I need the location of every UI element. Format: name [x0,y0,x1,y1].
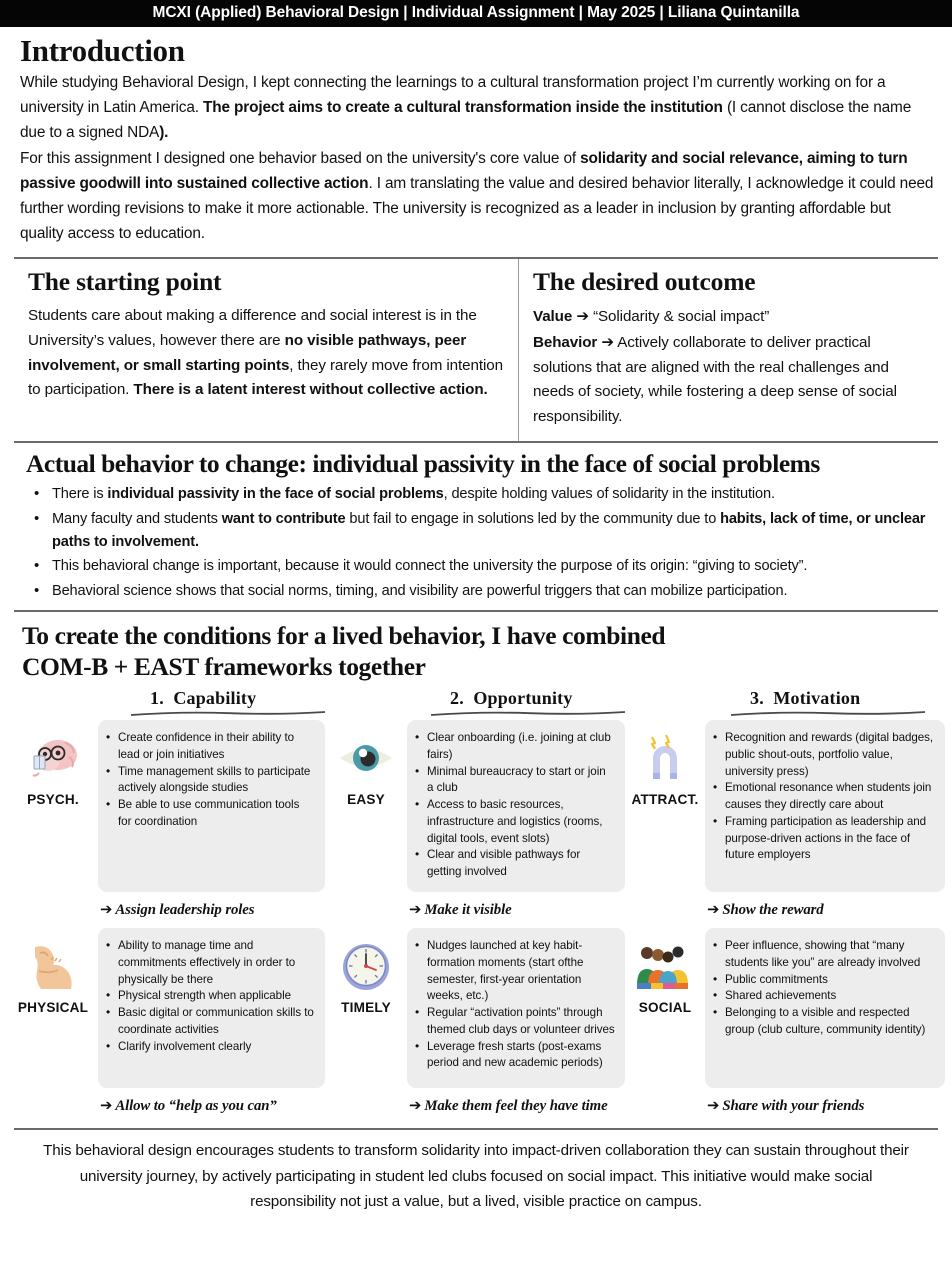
desired-outcome-behavior-line [533,330,924,430]
list-item: • Nudges launched at key habit-formation moments (start ofthe semester, first-year orientation weeks, etc.) [413,938,615,1005]
framework-cell-social-list [711,938,935,1038]
sp-part-c: , they rarely move from intention to participation. [28,356,503,399]
bullet-0-a: There is [52,486,108,503]
list-item: • Clarify involvement clearly [104,1039,315,1056]
column-header-opportunity [420,688,720,717]
list-item: • Emotional resonance when students join causes they directly care about [711,780,935,813]
framework-cell-easy-label: EASY [347,792,385,808]
behavior-text: Actively collaborate to deliver practical solutions that are aligned with the real challenges and needs of society, while fostering a deep sense of social responsibility. [533,333,897,425]
eye-icon [325,732,407,784]
flexed-bicep-icon [8,940,98,992]
framework-cell-timely [325,928,625,1088]
sp-part-a: Students care about making a difference and social interest is in the University’s values, however there are [28,307,477,349]
starting-point-heading: The starting point [28,266,222,296]
frameworks-column-headers [8,688,944,717]
framework-action-psych [100,892,325,928]
document-body [0,34,952,1214]
action-arrow-icon: ➔ [707,1097,720,1115]
column-underline-swoosh-icon [730,710,926,717]
intro-p1-bold: The project aims to create a cultural transformation inside the institution [202,99,723,117]
framework-action-attract-label: Show the reward [722,902,824,919]
behavior-to-change-list [30,483,930,603]
framework-action-social [707,1088,945,1124]
col-label-3: Motivation [773,688,861,709]
list-item: • Recognition and rewards (digital badges, public shout-outs, portfolio value, university press) [711,730,935,780]
framework-action-timely [409,1088,625,1124]
behavior-label: Behavior [533,333,598,351]
people-hugging-icon [625,940,705,992]
framework-cell-physical-list [104,938,315,1055]
sp-bold-2: There is a latent interest without collective action. [133,381,488,399]
clock-icon [325,940,407,992]
introduction-text [20,71,934,247]
framework-cell-physical-label: PHYSICAL [17,1000,89,1016]
starting-point-text [28,304,504,403]
list-item [30,508,930,555]
desired-outcome-heading: The desired outcome [533,266,756,296]
list-item [30,483,930,506]
col-num-1: 1. [150,688,164,709]
framework-action-easy-label: Make it visible [424,902,512,919]
framework-cell-social [625,928,945,1088]
intro-p1-part-c: (I cannot disclose the name due to a signed NDA [20,99,912,142]
framework-cell-attract-iconcol [625,720,705,807]
framework-cell-easy [325,720,625,892]
list-item: • Be able to use communication tools for coordination [104,797,315,830]
bullet-1-d: habits, lack of time, or unclear paths to involvement. [52,510,926,551]
framework-action-attract [707,892,945,928]
framework-cell-easy-box [407,720,625,892]
footer-divider [14,1128,938,1130]
column-header-motivation [720,688,952,717]
framework-cell-attract-list [711,730,935,864]
action-arrow-icon: ➔ [100,1097,113,1115]
framework-action-timely-label: Make them feel they have time [424,1098,608,1115]
bullet-3-a: Behavioral science shows that social norms, timing, and visibility are powerful triggers that can mobilize participation. [52,582,788,599]
framework-cell-physical-box [98,928,325,1088]
column-underline-swoosh-icon [430,710,626,717]
bullet-1-c: but fail to engage in solutions led by the community due to [345,510,721,527]
column-header-capability-label [120,688,256,709]
column-underline-swoosh-icon [130,710,326,717]
magnet-icon [625,732,705,784]
frameworks-heading-line-2: COM-B + EAST frameworks together [22,652,426,682]
list-item: • Access to basic resources, infrastructure and logistics (rooms, digital tools, event slots) [413,797,615,847]
framework-cell-psych-label: PSYCH. [27,792,79,808]
intro-p2-part-c: . I am translating the value and desired behavior literally, I acknowledge it could need further wording revisions to make it more actionable. The university is recognized as a leader in inclusion by granting affordable but quality access to education. [20,175,934,242]
col-label-2: Opportunity [473,688,573,709]
bullet-1-a: Many faculty and students [52,510,222,527]
framework-cell-attract-box [705,720,945,892]
list-item: • Physical strength when applicable [104,988,315,1005]
starting-point-desired-outcome-block [14,257,938,443]
frameworks-column-3 [625,720,945,1124]
list-item: • Peer influence, showing that “many students like you” are already involved [711,938,935,971]
list-item [30,580,930,603]
behavior-to-change-block [14,443,938,612]
col-label-1: Capability [173,688,257,709]
col-num-2: 2. [450,688,464,709]
framework-cell-easy-iconcol [325,720,407,807]
framework-cell-physical-iconcol [8,928,98,1015]
introduction-paragraph-2 [20,147,934,247]
framework-cell-psych [8,720,325,892]
column-header-motivation-label [720,688,860,709]
intro-p2-part-a: For this assignment I designed one behavior based on the university's core value of [20,150,581,168]
bullet-2-a: This behavioral change is important, because it would connect the university the purpose of its origin: “giving to society”. [52,558,808,575]
framework-cell-timely-box [407,928,625,1088]
list-item: • Clear and visible pathways for getting involved [413,847,615,880]
list-item: • Basic digital or communication skills to coordinate activities [104,1005,315,1038]
brain-icon [8,732,98,784]
list-item: • Regular “activation points” through themed club days or volunteer drives [413,1005,615,1038]
col-num-3: 3. [750,688,764,709]
behavior-arrow-icon: ➔ [601,332,614,351]
document-header-bar: MCXI (Applied) Behavioral Design | Individual Assignment | May 2025 | Liliana Quintanilla [0,0,952,27]
framework-cell-attract [625,720,945,892]
bullet-0-b: individual passivity in the face of social problems [107,486,444,503]
list-item [30,555,930,578]
footer-conclusion-text: This behavioral design encourages students to transform solidarity into impact-driven collaboration they can sustain throughout their university journey, by actively participating in student led clubs focused on social impact. This initiative would make social responsibility not just a value, but a lived, visible practice on campus. [43,1142,909,1210]
framework-cell-social-iconcol [625,928,705,1015]
desired-outcome-value-line [533,304,924,330]
action-arrow-icon: ➔ [707,901,720,919]
framework-cell-social-box [705,928,945,1088]
intro-p2-bold: solidarity and social relevance, aiming to turn passive goodwill into sustained collective action [20,150,908,193]
frameworks-heading [22,620,944,682]
framework-action-easy [409,892,625,928]
list-item: • Clear onboarding (i.e. joining at club fairs) [413,730,615,763]
list-item: • Ability to manage time and commitments effectively in order to physically be there [104,938,315,988]
value-label: Value [533,308,573,326]
list-item: • Minimal bureaucracy to start or join a club [413,764,615,797]
intro-p1-part-a: While studying Behavioral Design, I kept connecting the learnings to a cultural transformation project I’m currently working on for a university in Latin America. [20,74,886,117]
intro-p1-part-d: ). [159,124,169,142]
starting-point-column [14,259,519,441]
value-arrow-icon: ➔ [576,307,589,326]
list-item: • Public commitments [711,972,935,989]
framework-cell-physical [8,928,325,1088]
framework-cell-psych-iconcol [8,720,98,807]
frameworks-column-1 [8,720,325,1124]
framework-cell-psych-box [98,720,325,892]
framework-action-psych-label: Assign leadership roles [115,902,255,919]
column-header-capability [120,688,420,717]
action-arrow-icon: ➔ [409,901,422,919]
frameworks-grid [8,720,944,1124]
list-item: • Belonging to a visible and respected group (club culture, community identity) [711,1005,935,1038]
introduction-heading: Introduction [20,32,185,68]
frameworks-column-2 [325,720,625,1124]
framework-cell-social-label: SOCIAL [638,1000,692,1016]
framework-action-physical [100,1088,325,1124]
introduction-paragraph-1 [20,71,934,146]
framework-cell-timely-iconcol [325,928,407,1015]
framework-action-social-label: Share with your friends [722,1098,865,1115]
desired-outcome-column [519,259,938,441]
framework-action-physical-label: Allow to “help as you can” [115,1098,277,1115]
column-header-opportunity-label [420,688,573,709]
framework-cell-attract-label: ATTRACT. [631,792,699,808]
action-arrow-icon: ➔ [409,1097,422,1115]
action-arrow-icon: ➔ [100,901,113,919]
bullet-0-c: , despite holding values of solidarity in the institution. [443,486,775,503]
value-text: “Solidarity & social impact” [588,308,770,326]
sp-bold-1: no visible pathways, peer involvement, or small starting points [28,331,467,374]
behavior-to-change-heading: Actual behavior to change: individual passivity in the face of social problems [26,449,820,479]
framework-cell-easy-list [413,730,615,880]
list-item: • Framing participation as leadership and purpose-driven actions in the face of future employers [711,814,935,864]
list-item: • Shared achievements [711,988,935,1005]
list-item: • Time management skills to participate actively alongside studies [104,764,315,797]
framework-cell-timely-list [413,938,615,1072]
list-item: • Create confidence in their ability to lead or join initiatives [104,730,315,763]
list-item: • Leverage fresh starts (post-exams period and new academic periods) [413,1039,615,1072]
framework-cell-timely-label: TIMELY [341,1000,391,1016]
frameworks-heading-line-1: To create the conditions for a lived behavior, I have combined [22,621,666,651]
bullet-1-b: want to contribute [221,510,346,527]
framework-cell-psych-list [104,730,315,830]
